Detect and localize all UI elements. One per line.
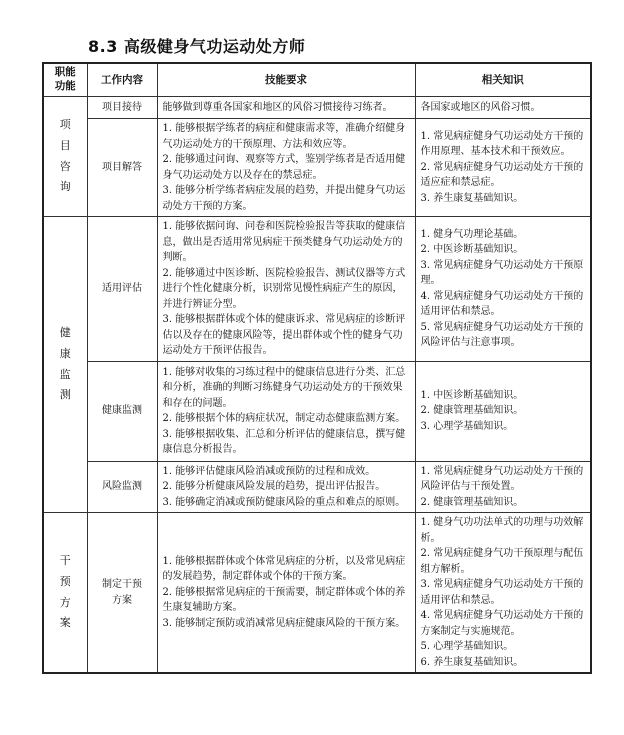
function-cell (43, 513, 87, 674)
function-char: 康 (59, 346, 71, 360)
related-knowledge-cell (415, 217, 591, 362)
work-content-cell: 项目接待 (87, 97, 157, 119)
header-function-line2: 功能 (54, 80, 76, 92)
skill-item: 能够做到尊重各国家和地区的风俗习惯接待习练者。 (162, 101, 393, 113)
table-row (43, 97, 591, 119)
knowledge-item: 1. 健身气功理论基础。 (420, 228, 524, 240)
knowledge-item: 3. 常见病症健身气功运动处方干预原理。 (420, 259, 584, 287)
skill-item: 2. 能够通过问询、观察等方式，鉴别学练者是否适用健身气功运动处方以及存在的禁忌症。 (162, 154, 406, 181)
skill-item: 3. 能够根据群体或个体的健康诉求、常见病症的诊断评估以及存在的健康风险等，提出群体或个性的健身气功运动处方干预评估报告。 (162, 314, 406, 356)
knowledge-item: 5. 心理学基础知识。 (420, 641, 514, 652)
function-char: 案 (59, 616, 71, 630)
skill-item: 1. 能够根据群体或个体常见病症的分析，以及常见病症的发展趋势，制定群体或个体的干预方案。 (162, 555, 406, 583)
skill-item: 3. 能够分析学练者病症发展的趋势，并提出健身气功运动处方干预的方案。 (162, 185, 406, 212)
skill-item: 2. 能够通过中医诊断、医院检验报告、测试仪器等方式进行个性化健康分析，识别常见慢性病症产生的原因，并进行辨证分型。 (162, 267, 406, 310)
skill-item: 2. 能够根据个体的病症状况，制定动态健康监测方案。 (162, 413, 406, 424)
skill-requirements-cell (157, 119, 415, 217)
function-char: 预 (59, 574, 71, 588)
knowledge-item: 1. 常见病症健身气功运动处方干预的作用原理、基本技术和干预效应。 (420, 130, 584, 158)
header-work-content: 工作内容 (87, 63, 157, 97)
work-content-cell: 风险监测 (87, 461, 157, 513)
knowledge-item: 1. 健身气功功法单式的功理与功效解析。 (420, 517, 584, 544)
skill-item: 3. 能够确定消减或预防健康风险的重点和难点的原则。 (162, 496, 406, 508)
function-char: 测 (59, 388, 71, 402)
function-char: 项 (59, 117, 71, 131)
knowledge-item: 6. 养生康复基础知识。 (420, 656, 524, 668)
knowledge-item: 2. 健康管理基础知识。 (420, 405, 524, 417)
header-related-knowledge: 相关知识 (415, 63, 591, 97)
skill-requirements-cell (157, 97, 415, 119)
skill-item: 1. 能够根据学练者的病症和健康需求等，准确介绍健身气功运动处方的干预原理、方法和效应等。 (162, 123, 406, 150)
knowledge-item: 3. 心理学基础知识。 (420, 420, 514, 432)
skill-item: 3. 能够根据收集、汇总和分析评估的健康信息，撰写健康信息分析报告。 (162, 428, 406, 455)
function-char: 目 (59, 138, 71, 152)
knowledge-item: 2. 常见病症健身气功运动处方干预的适应症和禁忌症。 (420, 161, 584, 189)
work-line: 方案 (112, 594, 132, 606)
knowledge-item: 1. 常见病症健身气功运动处方干预的风险评估与干预处置。 (420, 465, 584, 492)
knowledge-item: 各国家或地区的风俗习惯。 (420, 101, 541, 113)
related-knowledge-cell (415, 97, 591, 119)
skills-table (42, 62, 592, 674)
work-line: 制定干预 (102, 579, 142, 590)
header-function (43, 63, 87, 97)
page-title: 8.3 高级健身气功运动处方师 (88, 37, 306, 56)
function-cell (43, 97, 87, 217)
knowledge-item: 3. 养生康复基础知识。 (420, 192, 524, 204)
knowledge-item: 2. 中医诊断基础知识。 (420, 244, 524, 256)
knowledge-item: 4. 常见病症健身气功运动处方干预的方案制定与实施规范。 (420, 610, 584, 637)
knowledge-item: 2. 常见病症健身气功干预原理与配伍组方解析。 (420, 548, 584, 575)
knowledge-item: 2. 健康管理基础知识。 (420, 496, 524, 508)
skill-requirements-cell (157, 461, 415, 513)
header-skill-requirements: 技能要求 (157, 63, 415, 97)
related-knowledge-cell (415, 119, 591, 217)
work-content-cell: 健康监测 (87, 361, 157, 461)
function-char: 方 (59, 595, 71, 609)
table-body (43, 97, 591, 674)
skill-item: 1. 能够评估健康风险消减或预防的过程和成效。 (162, 465, 376, 477)
table-row (43, 513, 591, 674)
skill-requirements-cell (157, 361, 415, 461)
table-header-row (43, 63, 591, 97)
skill-item: 1. 能够对收集的习练过程中的健康信息进行分类、汇总和分析，准确的判断习练健身气功运动处方的干预效果和存在的问题。 (162, 366, 406, 409)
related-knowledge-cell (415, 461, 591, 513)
knowledge-item: 3. 常见病症健身气功运动处方干预的适用评估和禁忌。 (420, 579, 584, 606)
function-cell (43, 217, 87, 513)
function-char: 健 (59, 325, 71, 339)
function-char: 咨 (59, 159, 71, 173)
skill-item: 3. 能够制定预防或消减常见病症健康风险的干预方案。 (162, 617, 406, 629)
work-content-cell (87, 513, 157, 674)
knowledge-item: 4. 常见病症健身气功运动处方干预的适用评估和禁忌。 (420, 290, 584, 318)
related-knowledge-cell (415, 513, 591, 674)
table-row (43, 461, 591, 513)
knowledge-item: 5. 常见病症健身气功运动处方干预的风险评估与注意事项。 (420, 321, 584, 349)
header-function-line1: 职能 (54, 66, 76, 79)
function-char: 干 (59, 553, 71, 567)
function-char: 询 (59, 180, 71, 194)
table-row (43, 217, 591, 362)
table-row (43, 119, 591, 217)
work-content-cell: 项目解答 (87, 119, 157, 217)
table-row (43, 361, 591, 461)
related-knowledge-cell (415, 361, 591, 461)
skill-item: 1. 能够依据问询、问卷和医院检验报告等获取的健康信息，做出是否适用常见病症干预类健身气功运动处方的判断。 (162, 221, 406, 263)
skill-requirements-cell (157, 217, 415, 362)
knowledge-item: 1. 中医诊断基础知识。 (420, 389, 524, 401)
work-content-cell: 适用评估 (87, 217, 157, 362)
skill-item: 2. 能够分析健康风险发展的趋势，提出评估报告。 (162, 481, 386, 492)
function-char: 监 (59, 367, 71, 381)
skill-item: 2. 能够根据常见病症的干预需要，制定群体或个体的养生康复辅助方案。 (162, 586, 406, 614)
skill-requirements-cell (157, 513, 415, 674)
